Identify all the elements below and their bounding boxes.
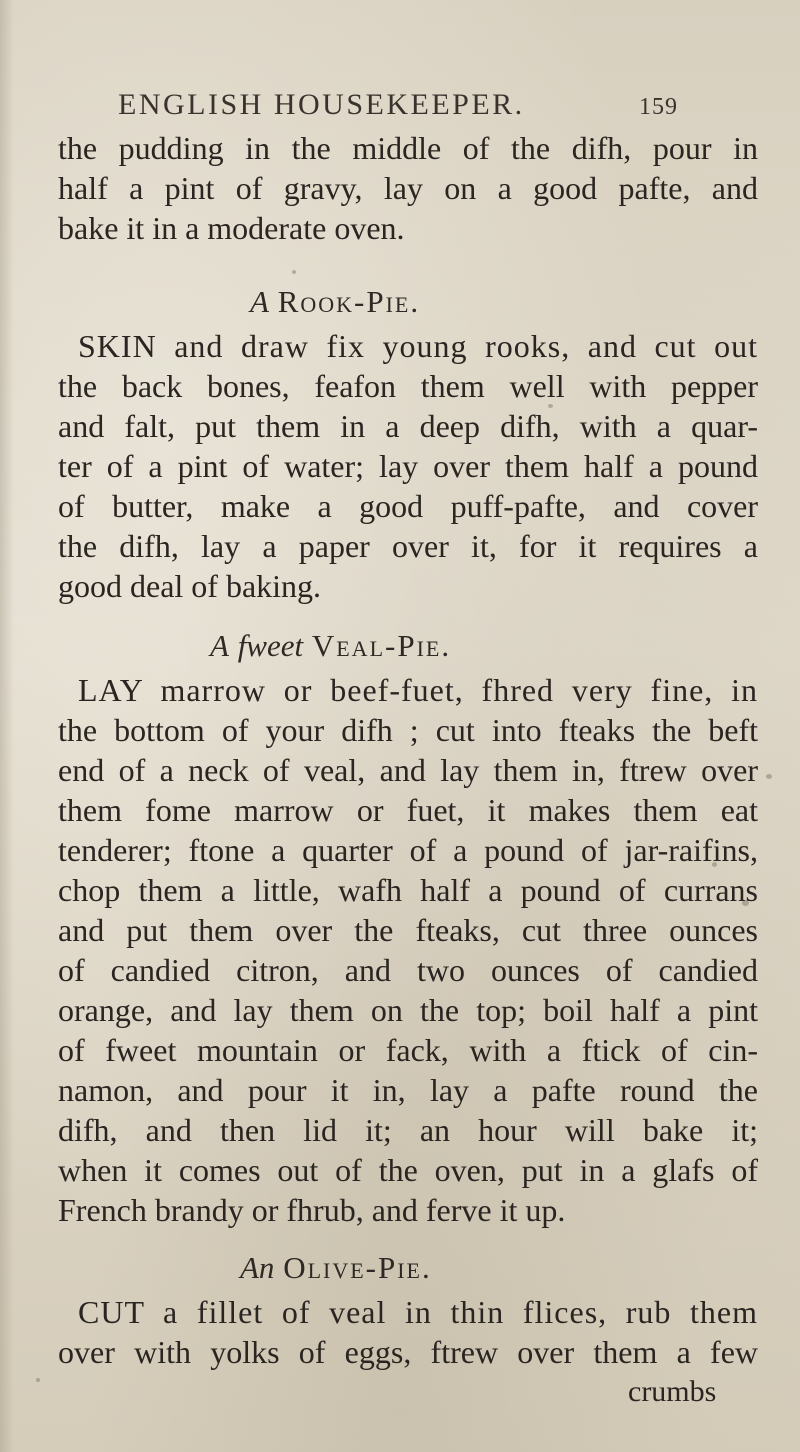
text-line: them fome marrow or fuet, it makes them eat (58, 792, 758, 828)
text-line: CUT a fillet of veal in thin flices, rub them (78, 1294, 758, 1330)
heading-article: A (250, 284, 269, 319)
recipe-body-olive-pie (58, 1292, 758, 1372)
text-line: the difh, lay a paper over it, for it requires a (58, 528, 758, 564)
text-line: bake it in a moderate oven. (58, 210, 405, 246)
text-line: ter of a pint of water; lay over them half a pound (58, 448, 758, 484)
recipe-body-rook-pie (58, 326, 758, 606)
heading-name: Olive-Pie. (283, 1250, 432, 1285)
page-edge-shadow (0, 0, 14, 1452)
recipe-heading-rook-pie (250, 282, 420, 322)
text-line: and put them over the fteaks, cut three ounces (58, 912, 758, 948)
text-line: tenderer; ftone a quarter of a pound of jar-raifins, (58, 832, 758, 868)
recipe-heading-olive-pie (240, 1248, 432, 1288)
paper-speck (292, 270, 296, 274)
text-line: of fweet mountain or fack, with a ftick of cin- (58, 1032, 758, 1068)
text-line: good deal of baking. (58, 568, 322, 604)
text-line: when it comes out of the oven, put in a glafs of (58, 1152, 758, 1188)
text-line: and falt, put them in a deep difh, with a quar- (58, 408, 758, 444)
text-line: namon, and pour it in, lay a pafte round the (58, 1072, 758, 1108)
heading-name: Rook-Pie. (277, 284, 421, 319)
text-line: difh, and then lid it; an hour will bake it; (58, 1112, 758, 1148)
text-line: LAY marrow or beef-fuet, fhred very fine, in (78, 672, 758, 708)
text-line: French brandy or fhrub, and ferve it up. (58, 1192, 566, 1228)
heading-article: A (210, 628, 229, 663)
recipe-heading-sweet-veal-pie (210, 626, 451, 666)
text-line: over with yolks of eggs, ftrew over them a few (58, 1334, 758, 1370)
text-line: the pudding in the middle of the difh, pour in (58, 130, 758, 166)
catchword: crumbs (628, 1375, 717, 1408)
heading-article: An (240, 1250, 275, 1285)
text-line: SKIN and draw fix young rooks, and cut out (78, 328, 758, 364)
text-line: end of a neck of veal, and lay them in, ftrew over (58, 752, 758, 788)
paper-speck (36, 1378, 40, 1382)
running-head (118, 88, 678, 122)
page-number: 159 (639, 94, 678, 120)
continuation-paragraph (58, 128, 758, 248)
text-line: chop them a little, wafh half a pound of currans (58, 872, 758, 908)
text-line: of candied citron, and two ounces of candied (58, 952, 758, 988)
recipe-body-sweet-veal-pie (58, 670, 758, 1230)
text-line: orange, and lay them on the top; boil half a pint (58, 992, 758, 1028)
running-head-title: ENGLISH HOUSEKEEPER. (118, 88, 525, 121)
text-line: of butter, make a good puff-pafte, and cover (58, 488, 758, 524)
text-line: the back bones, feafon them well with pepper (58, 368, 758, 404)
text-line: the bottom of your difh ; cut into fteaks the beft (58, 712, 758, 748)
heading-adjective: fweet (237, 628, 304, 663)
paper-speck (766, 774, 772, 779)
text-line: half a pint of gravy, lay on a good pafte, and (58, 170, 758, 206)
heading-name: Veal-Pie. (311, 628, 452, 663)
